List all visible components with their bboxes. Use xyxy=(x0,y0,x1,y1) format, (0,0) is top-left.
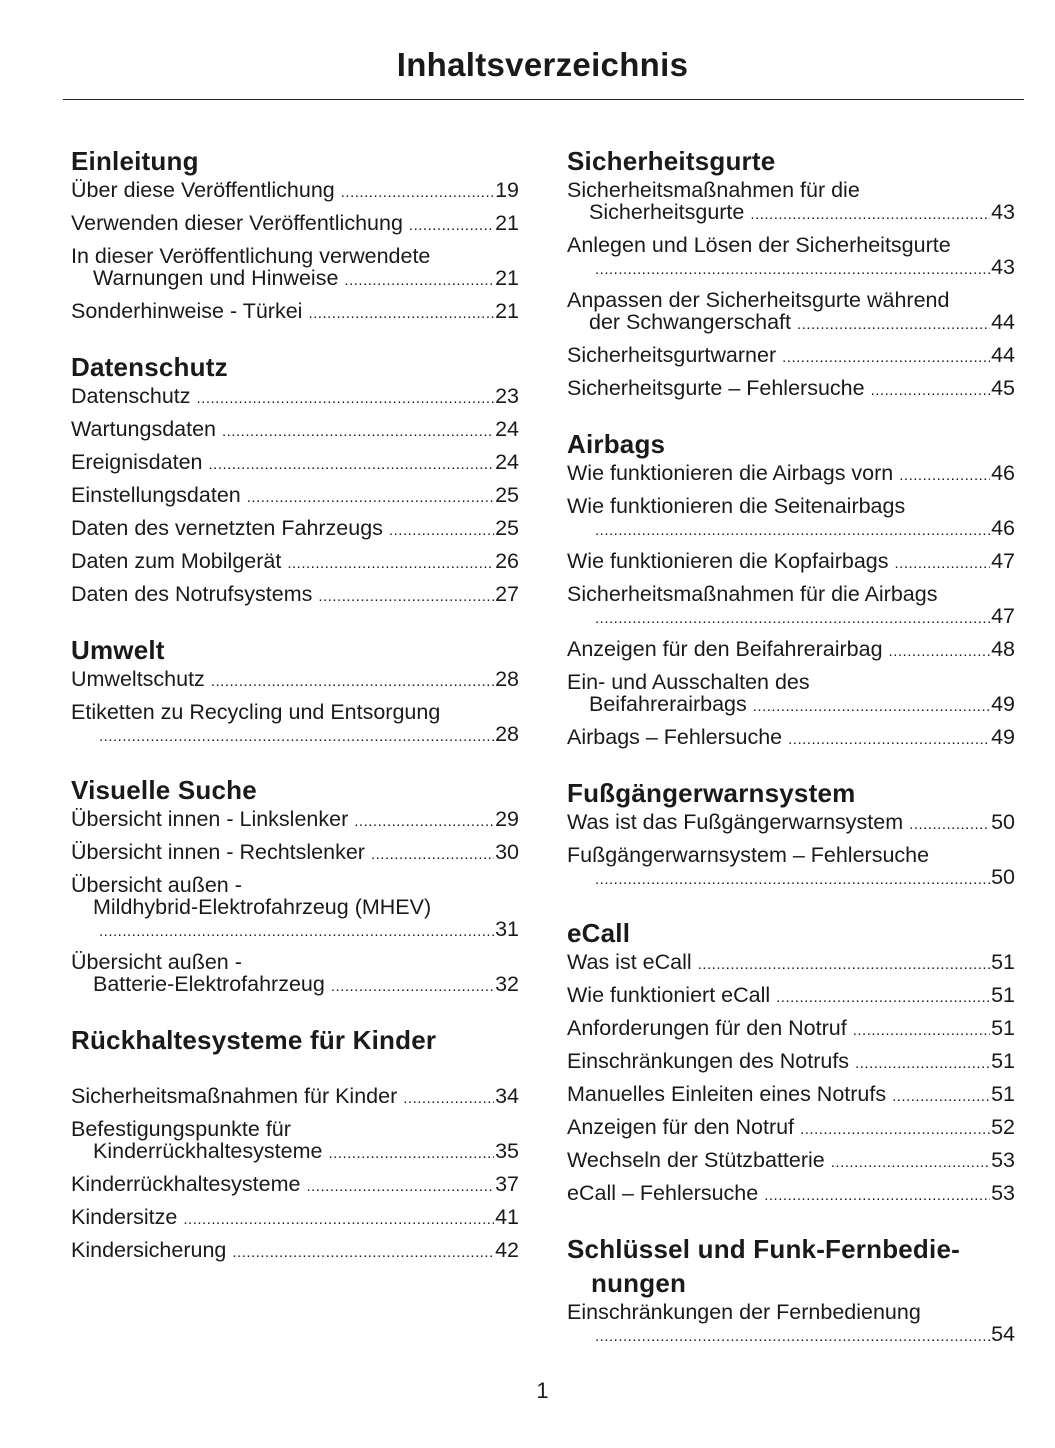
toc-entry[interactable] xyxy=(567,377,1015,402)
toc-entry[interactable] xyxy=(567,495,1015,542)
dot-leader xyxy=(208,454,494,476)
entry-line xyxy=(71,896,519,918)
entry-line xyxy=(71,245,519,267)
entry-text: Sicherheitsmaßnahmen für Kinder xyxy=(71,1084,398,1108)
toc-entry[interactable] xyxy=(567,984,1015,1009)
dot-leader xyxy=(871,380,991,402)
entry-line xyxy=(567,605,1015,630)
dot-leader xyxy=(318,586,494,608)
entry-page-number[interactable]: 47 xyxy=(991,549,1015,573)
entry-text: Manuelles Einleiten eines Notrufs xyxy=(567,1082,887,1106)
toc-section xyxy=(71,1023,519,1264)
entry-line xyxy=(567,234,1015,256)
toc-entry[interactable] xyxy=(567,344,1015,369)
entry-line xyxy=(71,701,519,723)
entry-text: Fußgängerwarnsystem – Fehlersuche xyxy=(567,843,930,867)
entry-text: Einschränkungen der Fernbedienung xyxy=(567,1300,921,1324)
entry-line xyxy=(71,1085,519,1110)
dot-leader xyxy=(698,954,990,976)
dot-leader xyxy=(247,487,494,509)
entry-line xyxy=(567,256,1015,281)
entry-page-number[interactable]: 21 xyxy=(495,299,519,323)
toc-entry[interactable] xyxy=(567,844,1015,891)
entry-text: In dieser Veröffentlichung verwendete xyxy=(71,244,431,268)
dot-leader xyxy=(797,314,990,336)
section-heading[interactable] xyxy=(567,916,1015,950)
entry-page-number[interactable]: 49 xyxy=(991,725,1015,749)
entry-line xyxy=(567,866,1015,891)
toc-entry[interactable] xyxy=(71,517,519,542)
dot-leader xyxy=(831,1152,990,1174)
entry-page-number[interactable]: 31 xyxy=(495,917,519,941)
entry-text: Daten des Notrufsystems xyxy=(71,582,313,606)
entry-page-number[interactable]: 45 xyxy=(991,376,1015,400)
entry-line xyxy=(71,451,519,476)
dot-leader xyxy=(800,1119,990,1141)
entry-line xyxy=(567,1116,1015,1141)
toc-entry[interactable] xyxy=(567,951,1015,976)
toc-section xyxy=(71,633,519,748)
entry-text: Übersicht außen - xyxy=(71,873,242,897)
toc-entry[interactable] xyxy=(71,841,519,866)
entry-page-number[interactable]: 46 xyxy=(991,461,1015,485)
entry-line xyxy=(567,289,1015,311)
entry-line xyxy=(71,418,519,443)
dot-leader xyxy=(753,696,990,718)
entry-page-number[interactable]: 44 xyxy=(991,343,1015,367)
section-heading[interactable] xyxy=(567,427,1015,461)
toc-entry[interactable] xyxy=(567,550,1015,575)
entry-text: Übersicht außen - xyxy=(71,950,242,974)
entry-text: Datenschutz xyxy=(71,384,191,408)
toc-entry[interactable] xyxy=(71,300,519,325)
entry-text: Wie funktionieren die Kopfairbags xyxy=(567,549,889,573)
dot-leader xyxy=(331,976,494,998)
toc-entry[interactable] xyxy=(71,808,519,833)
entry-text: Wie funktioniert eCall xyxy=(567,983,771,1007)
entry-line xyxy=(71,583,519,608)
dot-leader xyxy=(308,303,494,325)
toc-entry[interactable] xyxy=(71,484,519,509)
entry-text: Wie funktionieren die Seitenairbags xyxy=(567,494,906,518)
entry-text: Was ist das Fußgängerwarnsystem xyxy=(567,810,904,834)
entry-page-number[interactable]: 21 xyxy=(495,211,519,235)
entry-line xyxy=(567,311,1015,336)
entry-line xyxy=(567,377,1015,402)
section-heading[interactable] xyxy=(71,1023,519,1057)
entry-page-number[interactable]: 54 xyxy=(991,1322,1015,1346)
dot-leader xyxy=(855,1053,990,1075)
entry-text: Verwenden dieser Veröffentlichung xyxy=(71,211,403,235)
dot-leader xyxy=(197,388,495,410)
entry-text: Batterie-Elektrofahrzeug xyxy=(93,972,325,996)
section-heading[interactable] xyxy=(567,144,1015,178)
entry-page-number[interactable]: 42 xyxy=(495,1238,519,1262)
entry-text: Wartungsdaten xyxy=(71,417,217,441)
toc-entry[interactable] xyxy=(567,1050,1015,1075)
toc-entry[interactable] xyxy=(567,1116,1015,1141)
entry-line xyxy=(567,495,1015,517)
toc-entry[interactable] xyxy=(567,234,1015,281)
dot-leader xyxy=(328,1143,494,1165)
toc-entry[interactable] xyxy=(71,1118,519,1165)
dot-leader xyxy=(99,726,494,748)
toc-entry[interactable] xyxy=(567,462,1015,487)
entry-text: Über diese Veröffentlichung xyxy=(71,178,335,202)
toc-entry[interactable] xyxy=(567,1182,1015,1207)
dot-leader xyxy=(895,553,991,575)
entry-text: Sicherheitsgurtwarner xyxy=(567,343,777,367)
entry-page-number[interactable]: 47 xyxy=(991,604,1015,628)
toc-entry[interactable] xyxy=(71,874,519,943)
dot-leader xyxy=(595,1326,990,1348)
entry-text: Befestigungspunkte für xyxy=(71,1117,291,1141)
entry-text: Einschränkungen des Notrufs xyxy=(567,1049,850,1073)
entry-text: Sicherheitsmaßnahmen für die Airbags xyxy=(567,582,938,606)
entry-page-number[interactable]: 37 xyxy=(495,1172,519,1196)
entry-page-number[interactable]: 35 xyxy=(495,1139,519,1163)
entry-line xyxy=(567,344,1015,369)
entry-page-number[interactable]: 25 xyxy=(495,516,519,540)
entry-text: Ereignisdaten xyxy=(71,450,203,474)
dot-leader xyxy=(788,729,990,751)
section-heading-text: Umwelt xyxy=(71,635,165,665)
entry-text: Sonderhinweise - Türkei xyxy=(71,299,303,323)
toc-section xyxy=(71,350,519,608)
toc-entry[interactable] xyxy=(567,1301,1015,1348)
section-heading[interactable] xyxy=(567,1232,1015,1300)
entry-text: Sicherheitsmaßnahmen für die xyxy=(567,178,860,202)
entry-text: eCall – Fehlersuche xyxy=(567,1181,759,1205)
entry-line xyxy=(567,1149,1015,1174)
entry-line xyxy=(567,583,1015,605)
entry-text-continuation: Mildhybrid-Elektrofahrzeug (MHEV) xyxy=(93,895,432,919)
toc-entry[interactable] xyxy=(71,701,519,748)
entry-line xyxy=(567,550,1015,575)
entry-page-number[interactable]: 51 xyxy=(991,950,1015,974)
entry-text: Beifahrerairbags xyxy=(589,692,747,716)
entry-text: Kinderrückhaltesysteme xyxy=(93,1139,323,1163)
dot-leader xyxy=(764,1185,990,1207)
toc-entry[interactable] xyxy=(567,583,1015,630)
section-heading-text: eCall xyxy=(567,918,631,948)
dot-leader xyxy=(99,921,494,943)
entry-line xyxy=(567,693,1015,718)
section-heading-text: Rückhaltesysteme für Kinder xyxy=(71,1025,437,1055)
entry-text: Sicherheitsgurte xyxy=(589,200,745,224)
entry-text: der Schwangerschaft xyxy=(589,310,791,334)
toc-entry[interactable] xyxy=(71,1085,519,1110)
entry-line xyxy=(71,267,519,292)
entry-line xyxy=(71,668,519,693)
toc-entry[interactable] xyxy=(71,550,519,575)
entry-page-number[interactable]: 21 xyxy=(495,266,519,290)
toc-section xyxy=(567,144,1015,402)
toc-entry[interactable] xyxy=(71,385,519,410)
entry-page-number[interactable]: 19 xyxy=(495,178,519,202)
toc-entry[interactable] xyxy=(71,1173,519,1198)
toc-entry[interactable] xyxy=(71,951,519,998)
entry-line xyxy=(567,1323,1015,1348)
toc-entry[interactable] xyxy=(71,212,519,237)
section-heading[interactable] xyxy=(71,773,519,807)
dot-leader xyxy=(371,844,494,866)
dot-leader xyxy=(595,608,990,630)
entry-page-number[interactable]: 44 xyxy=(991,310,1015,334)
dot-leader xyxy=(403,1088,494,1110)
toc-left-column xyxy=(71,144,519,1289)
entry-line xyxy=(71,951,519,973)
entry-text: Ein- und Ausschalten des xyxy=(567,670,810,694)
entry-page-number[interactable]: 32 xyxy=(495,972,519,996)
entry-line xyxy=(567,201,1015,226)
section-heading-text: Visuelle Suche xyxy=(71,775,257,805)
dot-leader xyxy=(892,1086,990,1108)
section-heading[interactable] xyxy=(71,633,519,667)
entry-text: Daten des vernetzten Fahrzeugs xyxy=(71,516,383,540)
entry-line xyxy=(71,212,519,237)
dot-leader xyxy=(750,204,990,226)
entry-text: Daten zum Mobilgerät xyxy=(71,549,282,573)
dot-leader xyxy=(909,814,990,836)
toc-section xyxy=(567,1232,1015,1348)
entry-page-number[interactable]: 23 xyxy=(495,384,519,408)
entry-text: Sicherheitsgurte – Fehlersuche xyxy=(567,376,865,400)
toc-entry[interactable] xyxy=(71,1206,519,1231)
dot-leader xyxy=(595,259,990,281)
entry-page-number[interactable]: 51 xyxy=(991,1016,1015,1040)
entry-page-number[interactable]: 46 xyxy=(991,516,1015,540)
entry-line xyxy=(71,874,519,896)
toc-entry[interactable] xyxy=(567,638,1015,663)
toc-entry[interactable] xyxy=(567,179,1015,226)
entry-line xyxy=(71,918,519,943)
section-heading-text: Einleitung xyxy=(71,146,199,176)
section-heading[interactable] xyxy=(567,776,1015,810)
entry-page-number[interactable]: 41 xyxy=(495,1205,519,1229)
toc-entry[interactable] xyxy=(567,1083,1015,1108)
entry-line xyxy=(567,1083,1015,1108)
entry-page-number[interactable]: 49 xyxy=(991,692,1015,716)
entry-page-number[interactable]: 43 xyxy=(991,200,1015,224)
entry-text: Anzeigen für den Notruf xyxy=(567,1115,795,1139)
entry-page-number[interactable]: 52 xyxy=(991,1115,1015,1139)
toc-section xyxy=(567,427,1015,751)
dot-leader xyxy=(232,1242,494,1264)
section-heading-continuation: nungen xyxy=(591,1268,687,1298)
entry-page-number[interactable]: 48 xyxy=(991,637,1015,661)
entry-line xyxy=(71,550,519,575)
entry-line xyxy=(71,1140,519,1165)
dot-leader xyxy=(409,215,494,237)
entry-line xyxy=(71,179,519,204)
toc-entry[interactable] xyxy=(71,418,519,443)
entry-line xyxy=(567,726,1015,751)
entry-line xyxy=(71,723,519,748)
entry-line xyxy=(567,638,1015,663)
dot-leader xyxy=(354,811,494,833)
entry-page-number[interactable]: 26 xyxy=(495,549,519,573)
dot-leader xyxy=(782,347,990,369)
dot-leader xyxy=(595,869,990,891)
entry-page-number[interactable]: 25 xyxy=(495,483,519,507)
toc-entry[interactable] xyxy=(71,451,519,476)
toc-entry[interactable] xyxy=(71,1239,519,1264)
section-heading-text: Datenschutz xyxy=(71,352,228,382)
dot-leader xyxy=(211,671,494,693)
entry-page-number[interactable]: 51 xyxy=(991,1082,1015,1106)
entry-text: Kindersicherung xyxy=(71,1238,227,1262)
section-heading-text: Sicherheitsgurte xyxy=(567,146,776,176)
toc-entry[interactable] xyxy=(71,245,519,292)
entry-text: Kinderrückhaltesysteme xyxy=(71,1172,301,1196)
entry-line xyxy=(567,1301,1015,1323)
entry-page-number[interactable]: 30 xyxy=(495,840,519,864)
entry-page-number[interactable]: 51 xyxy=(991,1049,1015,1073)
entry-line xyxy=(567,1050,1015,1075)
entry-page-number[interactable]: 28 xyxy=(495,667,519,691)
dot-leader xyxy=(222,421,494,443)
entry-line xyxy=(567,984,1015,1009)
entry-text: Anforderungen für den Notruf xyxy=(567,1016,847,1040)
entry-text: Übersicht innen - Rechtslenker xyxy=(71,840,365,864)
toc-entry[interactable] xyxy=(567,289,1015,336)
entry-text: Kindersitze xyxy=(71,1205,178,1229)
entry-line xyxy=(71,808,519,833)
entry-line xyxy=(567,1017,1015,1042)
entry-line xyxy=(567,811,1015,836)
entry-line xyxy=(71,1118,519,1140)
toc-section xyxy=(567,776,1015,891)
entry-text: Anlegen und Lösen der Sicherheitsgurte xyxy=(567,233,951,257)
section-heading-text: Schlüssel und Funk-Fernbedie- xyxy=(567,1234,960,1264)
entry-line xyxy=(71,973,519,998)
section-heading[interactable] xyxy=(71,144,519,178)
entry-line xyxy=(567,462,1015,487)
toc-entry[interactable] xyxy=(567,1017,1015,1042)
entry-text: Airbags – Fehlersuche xyxy=(567,725,783,749)
entry-text: Wie funktionieren die Airbags vorn xyxy=(567,461,894,485)
section-heading-text: Fußgängerwarnsystem xyxy=(567,778,856,808)
section-heading-text: Airbags xyxy=(567,429,666,459)
page-title: Inhaltsverzeichnis xyxy=(396,46,689,83)
dot-leader xyxy=(344,270,494,292)
dot-leader xyxy=(889,641,991,663)
entry-page-number[interactable]: 43 xyxy=(991,255,1015,279)
entry-line xyxy=(567,179,1015,201)
dot-leader xyxy=(341,182,494,204)
title-divider xyxy=(63,99,1024,100)
dot-leader xyxy=(899,465,990,487)
entry-page-number[interactable]: 34 xyxy=(495,1084,519,1108)
toc-entry[interactable] xyxy=(567,671,1015,718)
entry-page-number[interactable]: 50 xyxy=(991,810,1015,834)
toc-entry[interactable] xyxy=(71,179,519,204)
entry-line xyxy=(71,517,519,542)
entry-line xyxy=(71,385,519,410)
toc-entry[interactable] xyxy=(71,668,519,693)
entry-text: Anzeigen für den Beifahrerairbag xyxy=(567,637,883,661)
entry-text: Was ist eCall xyxy=(567,950,692,974)
entry-line xyxy=(71,1239,519,1264)
dot-leader xyxy=(853,1020,990,1042)
entry-page-number[interactable]: 53 xyxy=(991,1148,1015,1172)
entry-line xyxy=(71,1173,519,1198)
entry-text: Einstellungsdaten xyxy=(71,483,241,507)
toc-section xyxy=(71,144,519,325)
dot-leader xyxy=(287,553,494,575)
entry-page-number[interactable]: 24 xyxy=(495,417,519,441)
entry-page-number[interactable]: 29 xyxy=(495,807,519,831)
dot-leader xyxy=(183,1209,494,1231)
entry-text: Übersicht innen - Linkslenker xyxy=(71,807,349,831)
entry-line xyxy=(71,484,519,509)
entry-page-number[interactable]: 50 xyxy=(991,865,1015,889)
dot-leader xyxy=(389,520,494,542)
entry-page-number[interactable]: 28 xyxy=(495,722,519,746)
entry-line xyxy=(71,841,519,866)
entry-line xyxy=(567,1182,1015,1207)
entry-page-number[interactable]: 51 xyxy=(991,983,1015,1007)
entry-page-number[interactable]: 27 xyxy=(495,582,519,606)
entry-line xyxy=(71,300,519,325)
section-heading[interactable] xyxy=(71,350,519,384)
entry-page-number[interactable]: 53 xyxy=(991,1181,1015,1205)
entry-line xyxy=(567,517,1015,542)
toc-entry[interactable] xyxy=(567,811,1015,836)
entry-line xyxy=(567,844,1015,866)
toc-section xyxy=(567,916,1015,1207)
entry-text: Etiketten zu Recycling und Entsorgung xyxy=(71,700,441,724)
toc-entry[interactable] xyxy=(71,583,519,608)
entry-line xyxy=(567,671,1015,693)
toc-entry[interactable] xyxy=(567,726,1015,751)
entry-page-number[interactable]: 24 xyxy=(495,450,519,474)
entry-line xyxy=(567,951,1015,976)
toc-entry[interactable] xyxy=(567,1149,1015,1174)
toc-right-column xyxy=(567,144,1015,1373)
entry-line xyxy=(71,1206,519,1231)
toc-section xyxy=(71,773,519,998)
dot-leader xyxy=(595,520,990,542)
dot-leader xyxy=(776,987,990,1009)
entry-text: Umweltschutz xyxy=(71,667,205,691)
dot-leader xyxy=(306,1176,494,1198)
entry-text: Anpassen der Sicherheitsgurte während xyxy=(567,288,950,312)
page-number: 1 xyxy=(536,1378,549,1403)
entry-text: Warnungen und Hinweise xyxy=(93,266,339,290)
entry-text: Wechseln der Stützbatterie xyxy=(567,1148,825,1172)
